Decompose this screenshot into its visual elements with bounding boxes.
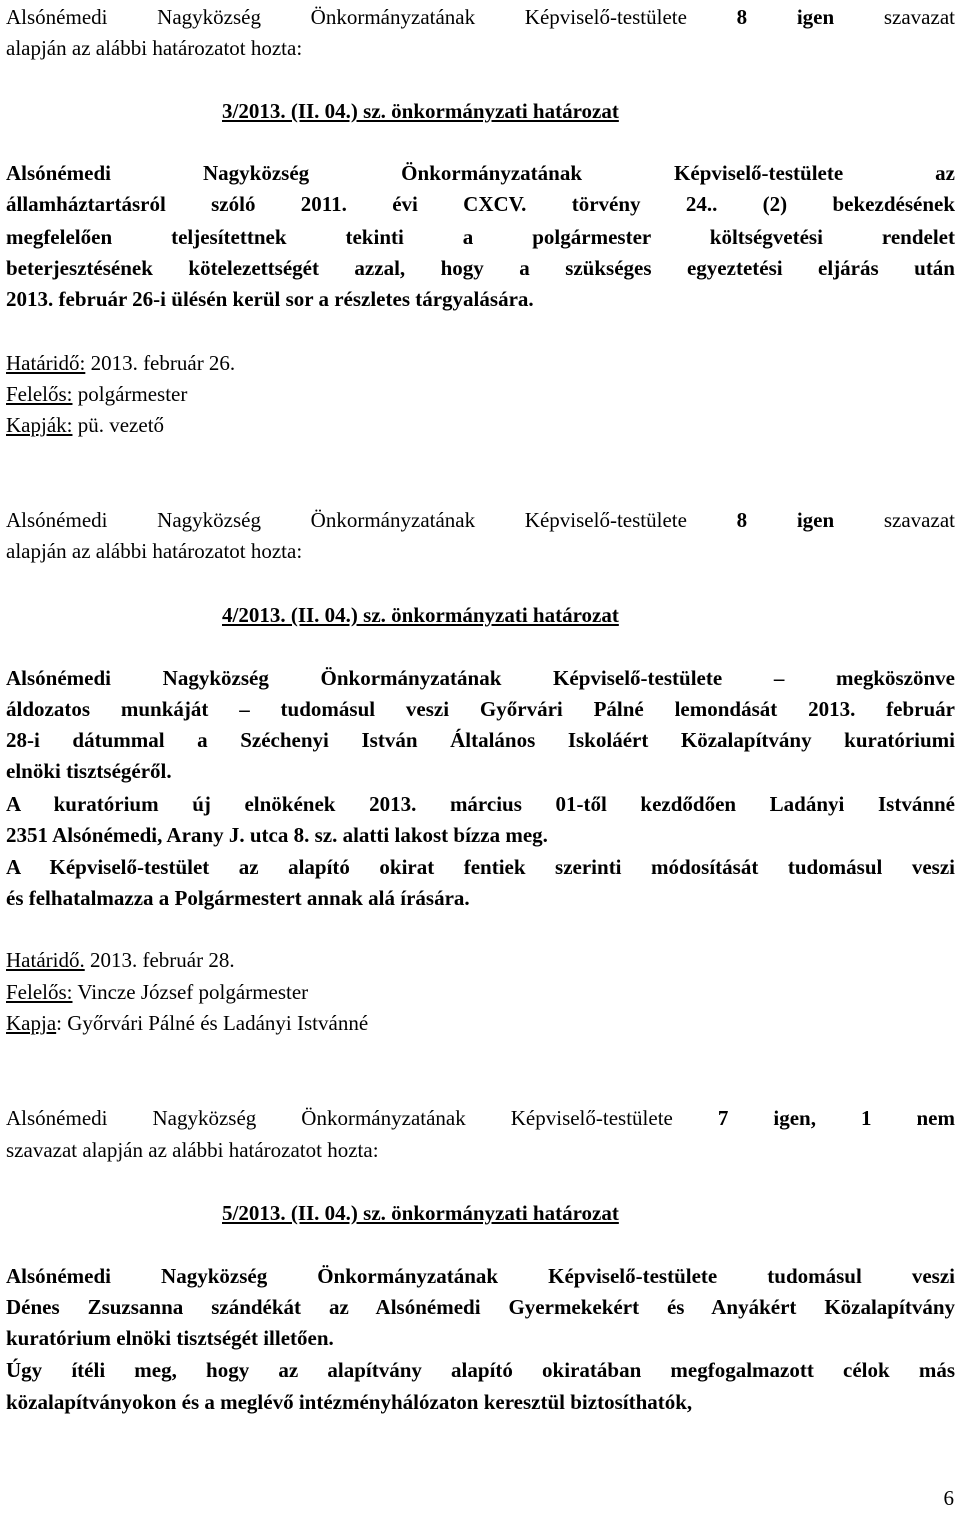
resolution-3-recipients: Kapják: pü. vezető: [6, 413, 165, 437]
resolution-4-body-line-2: áldozatos munkáját – tudomásul veszi Győrvári Pálné lemondását 2013. február: [6, 697, 955, 721]
resolution-3-body-line-3: megfelelően teljesítettnek tekinti a polgármester költségvetési rendelet: [6, 225, 955, 249]
resolution-3-responsible: Felelős: polgármester: [6, 382, 188, 406]
resolution-5-body-line-3: kuratórium elnöki tisztségét illetően.: [6, 1326, 334, 1350]
resolution-4-intro-line-1: Alsónémedi Nagyközség Önkormányzatának Képviselő-testülete 8 igen szavazat: [6, 508, 955, 532]
resolution-4-body-line-3: 28-i dátummal a Széchenyi István Általános Iskoláért Közalapítvány kuratóriumi: [6, 728, 955, 752]
resolution-3-heading: 3/2013. (II. 04.) sz. önkormányzati határozat: [222, 99, 619, 123]
resolution-5-heading: 5/2013. (II. 04.) sz. önkormányzati határozat: [222, 1201, 619, 1225]
resolution-4-recipients: Kapja: Győrvári Pálné és Ladányi Istvánné: [6, 1011, 369, 1035]
resolution-5-intro-line-1: Alsónémedi Nagyközség Önkormányzatának Képviselő-testülete 7 igen, 1 nem: [6, 1106, 955, 1130]
resolution-5-body-line-2: Dénes Zsuzsanna szándékát az Alsónémedi Gyermekekért és Anyákért Közalapítvány: [6, 1295, 955, 1319]
resolution-3-intro-line-2: alapján az alábbi határozatot hozta:: [6, 36, 303, 60]
resolution-3-body-line-2: államháztartásról szóló 2011. évi CXCV. törvény 24.. (2) bekezdésének: [6, 192, 955, 216]
resolution-3-body-line-4: beterjesztésének kötelezettségét azzal, hogy a szükséges egyeztetési eljárás után: [6, 256, 955, 280]
resolution-4-deadline: Határidő. 2013. február 28.: [6, 948, 235, 972]
resolution-3-body-line-1: Alsónémedi Nagyközség Önkormányzatának Képviselő-testülete az: [6, 161, 955, 185]
resolution-4-body-line-8: és felhatalmazza a Polgármestert annak alá írására.: [6, 886, 470, 910]
resolution-4-heading: 4/2013. (II. 04.) sz. önkormányzati határozat: [222, 603, 619, 627]
resolution-4-intro-line-2: alapján az alábbi határozatot hozta:: [6, 539, 303, 563]
resolution-4-body-line-1: Alsónémedi Nagyközség Önkormányzatának Képviselő-testülete – megköszönve: [6, 666, 955, 690]
resolution-3-body-line-5: 2013. február 26-i ülésén kerül sor a részletes tárgyalására.: [6, 287, 534, 311]
resolution-4-body-line-6: 2351 Alsónémedi, Arany J. utca 8. sz. alatti lakost bízza meg.: [6, 823, 548, 847]
resolution-4-body-line-7: A Képviselő-testület az alapító okirat fentiek szerinti módosítását tudomásul veszi: [6, 855, 955, 879]
resolution-4-body-line-4: elnöki tisztségéről.: [6, 759, 172, 783]
resolution-5-body-line-1: Alsónémedi Nagyközség Önkormányzatának Képviselő-testülete tudomásul veszi: [6, 1264, 955, 1288]
resolution-5-body-line-5: közalapítványokon és a meglévő intézményhálózaton keresztül biztosíthatók,: [6, 1390, 693, 1414]
resolution-3-intro-line-1: Alsónémedi Nagyközség Önkormányzatának Képviselő-testülete 8 igen szavazat: [6, 5, 955, 29]
resolution-3-deadline: Határidő: 2013. február 26.: [6, 351, 236, 375]
resolution-4-responsible: Felelős: Vincze József polgármester: [6, 980, 309, 1004]
resolution-4-body-line-5: A kuratórium új elnökének 2013. március 01-től kezdődően Ladányi Istvánné: [6, 792, 955, 816]
page-number: 6: [943, 1486, 954, 1510]
resolution-5-intro-line-2: szavazat alapján az alábbi határozatot hozta:: [6, 1138, 379, 1162]
resolution-5-body-line-4: Úgy ítéli meg, hogy az alapítvány alapító okiratában megfogalmazott célok más: [6, 1358, 955, 1382]
